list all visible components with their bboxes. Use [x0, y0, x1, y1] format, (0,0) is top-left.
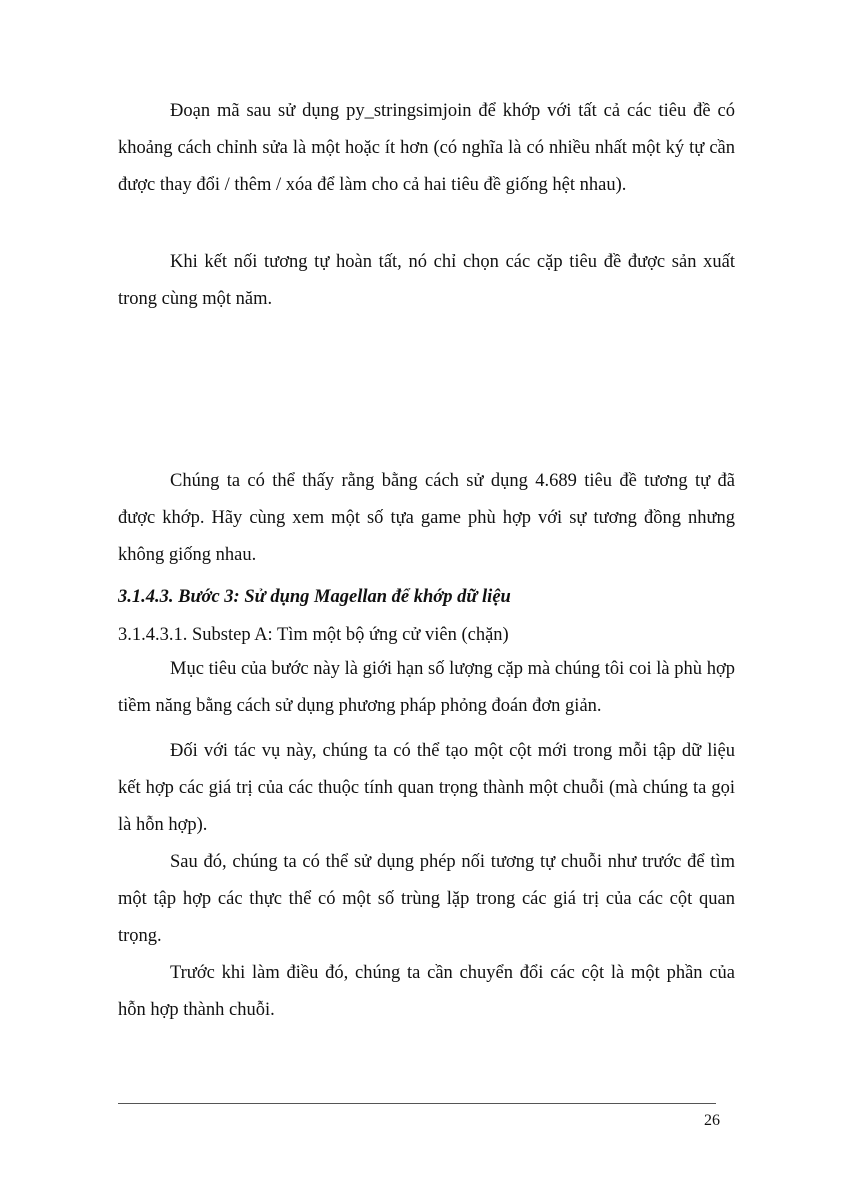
paragraph-join-complete: Khi kết nối tương tự hoàn tất, nó chỉ chọn các cặp tiêu đề được sản xuất trong cùng một năm. — [118, 252, 735, 309]
subsection-heading: 3.1.4.3.1. Substep A: Tìm một bộ ứng cử viên (chặn) — [118, 625, 509, 645]
paragraph-step-goal: Mục tiêu của bước này là giới hạn số lượng cặp mà chúng tôi coi là phù hợp tiềm năng bằng cách sử dụng phương pháp phỏng đoán đơn giản. — [118, 659, 735, 716]
paragraph-new-column: Đối với tác vụ này, chúng ta có thể tạo một cột mới trong mỗi tập dữ liệu kết hợp các giá trị của các thuộc tính quan trọng thành một chuỗi (mà chúng ta gọi là hỗn hợp). — [118, 741, 735, 835]
paragraph-stringsimjoin: Đoạn mã sau sử dụng py_stringsimjoin để khớp với tất cả các tiêu đề có khoảng cách chỉnh sửa là một hoặc ít hơn (có nghĩa là có nhiều nhất một ký tự cần được thay đổi / thêm / xóa để làm cho cả hai tiêu đề giống hệt nhau). — [118, 101, 735, 195]
paragraph-similarity-join: Sau đó, chúng ta có thể sử dụng phép nối tương tự chuỗi như trước để tìm một tập hợp các thực thể có một số trùng lặp trong các giá trị của các cột quan trọng. — [118, 852, 735, 946]
paragraph-convert-columns: Trước khi làm điều đó, chúng ta cần chuyển đổi các cột là một phần của hỗn hợp thành chuỗi. — [118, 963, 735, 1020]
section-heading: 3.1.4.3. Bước 3: Sử dụng Magellan để khớp dữ liệu — [118, 587, 511, 607]
page-number: 26 — [704, 1112, 720, 1129]
footer-divider — [118, 1103, 716, 1104]
paragraph-matched-titles: Chúng ta có thể thấy rằng bằng cách sử dụng 4.689 tiêu đề tương tự đã được khớp. Hãy cùng xem một số tựa game phù hợp với sự tương đồng nhưng không giống nhau. — [118, 471, 735, 565]
